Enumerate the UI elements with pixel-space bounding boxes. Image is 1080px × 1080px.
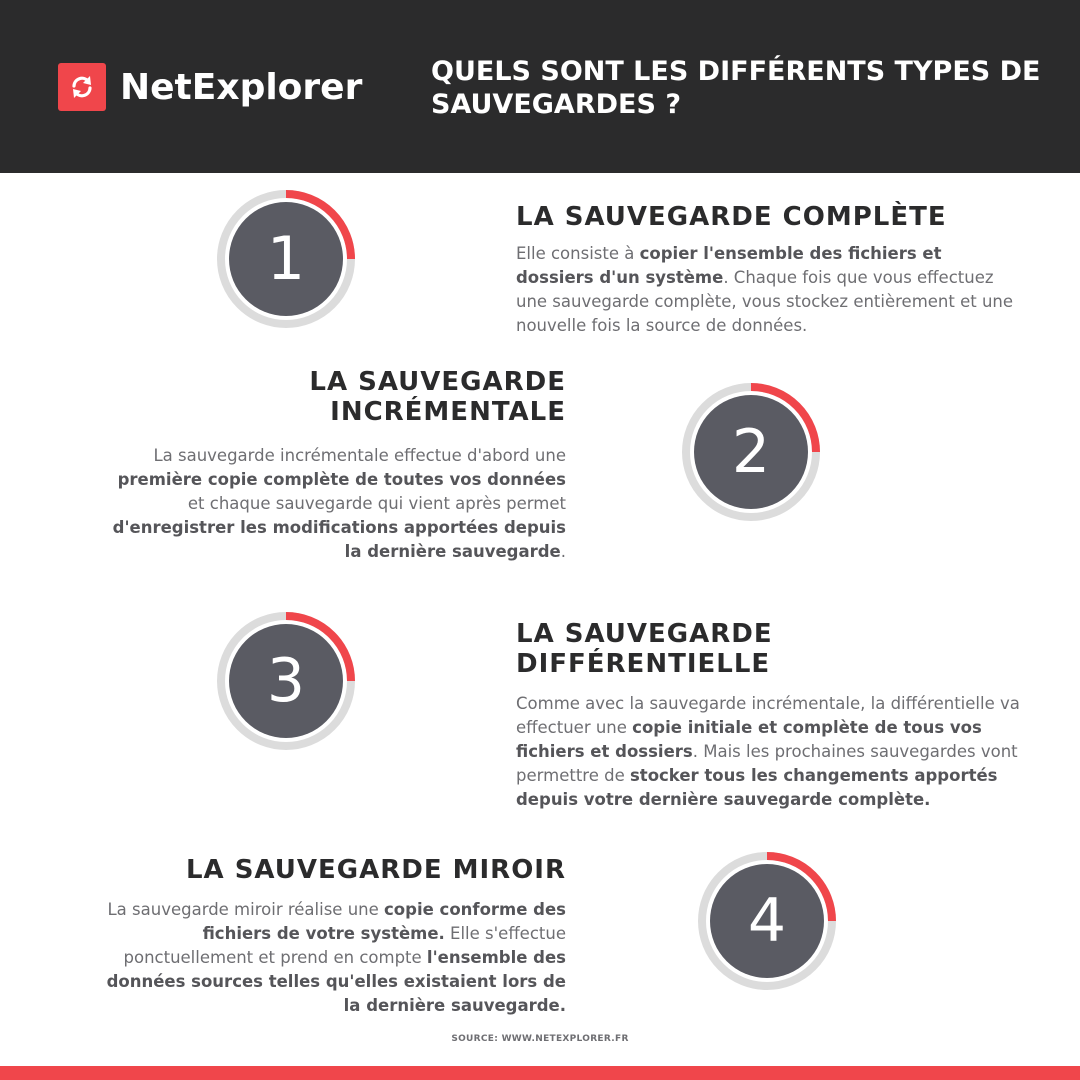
emphasis-text: stocker tous les changements apportés depuis votre dernière sauvegarde complète. bbox=[516, 766, 998, 809]
body-text: et chaque sauvegarde qui vient après permet bbox=[187, 494, 566, 513]
section-title-differential: LA SAUVEGARDE DIFFÉRENTIELLE bbox=[516, 619, 773, 679]
section-title-complete: LA SAUVEGARDE COMPLÈTE bbox=[516, 202, 947, 232]
footer-accent-bar bbox=[0, 1066, 1080, 1080]
sync-arrows-icon bbox=[58, 63, 106, 111]
body-text: Elle consiste à bbox=[516, 244, 640, 263]
emphasis-text: l'ensemble des données sources telles qu'elles existaient lors de la dernière sauvegarde. bbox=[106, 948, 566, 1015]
brand-logo bbox=[58, 63, 362, 111]
body-text: La sauvegarde incrémentale effectue d'abord une bbox=[153, 446, 566, 465]
page-title: QUELS SONT LES DIFFÉRENTS TYPES DE SAUVEGARDES ? bbox=[431, 56, 1041, 120]
step-number: 2 bbox=[731, 417, 771, 487]
section-body-differential bbox=[516, 692, 1021, 812]
section-title-mirror: LA SAUVEGARDE MIROIR bbox=[185, 855, 566, 885]
body-text: . bbox=[560, 542, 566, 561]
section-title-incremental: LA SAUVEGARDE INCRÉMENTALE bbox=[309, 367, 566, 427]
emphasis-text: première copie complète de toutes vos données bbox=[117, 470, 566, 489]
body-text: La sauvegarde miroir réalise une bbox=[107, 900, 385, 919]
step-badge-4 bbox=[697, 851, 837, 991]
step-badge-2 bbox=[681, 382, 821, 522]
step-badge-1 bbox=[216, 189, 356, 329]
body-text: Elle s'effectue ponctuellement et prend en compte bbox=[123, 924, 566, 967]
step-badge-3 bbox=[216, 611, 356, 751]
emphasis-text: copie conforme des fichiers de votre système. bbox=[202, 900, 566, 943]
body-text: . Chaque fois que vous effectuez une sauvegarde complète, vous stockez entièrement et une nouvelle fois la source de données. bbox=[516, 268, 1014, 335]
step-number: 1 bbox=[266, 224, 306, 294]
header-bar bbox=[0, 0, 1080, 173]
source-credit: SOURCE: WWW.NETEXPLORER.FR bbox=[451, 1034, 629, 1044]
section-body-mirror bbox=[106, 898, 566, 1018]
section-body-complete bbox=[516, 242, 1016, 338]
emphasis-text: copier l'ensemble des fichiers et dossiers d'un système bbox=[516, 244, 942, 287]
brand-name: NetExplorer bbox=[120, 66, 363, 108]
body-text: . Mais les prochaines sauvegardes vont permettre de bbox=[516, 742, 1018, 785]
emphasis-text: d'enregistrer les modifications apportées depuis la dernière sauvegarde bbox=[112, 518, 566, 561]
step-number: 3 bbox=[266, 646, 306, 716]
section-body-incremental bbox=[106, 444, 566, 564]
body-text: Comme avec la sauvegarde incrémentale, la différentielle va effectuer une bbox=[516, 694, 1020, 737]
emphasis-text: copie initiale et complète de tous vos fichiers et dossiers bbox=[516, 718, 982, 761]
step-number: 4 bbox=[747, 886, 787, 956]
